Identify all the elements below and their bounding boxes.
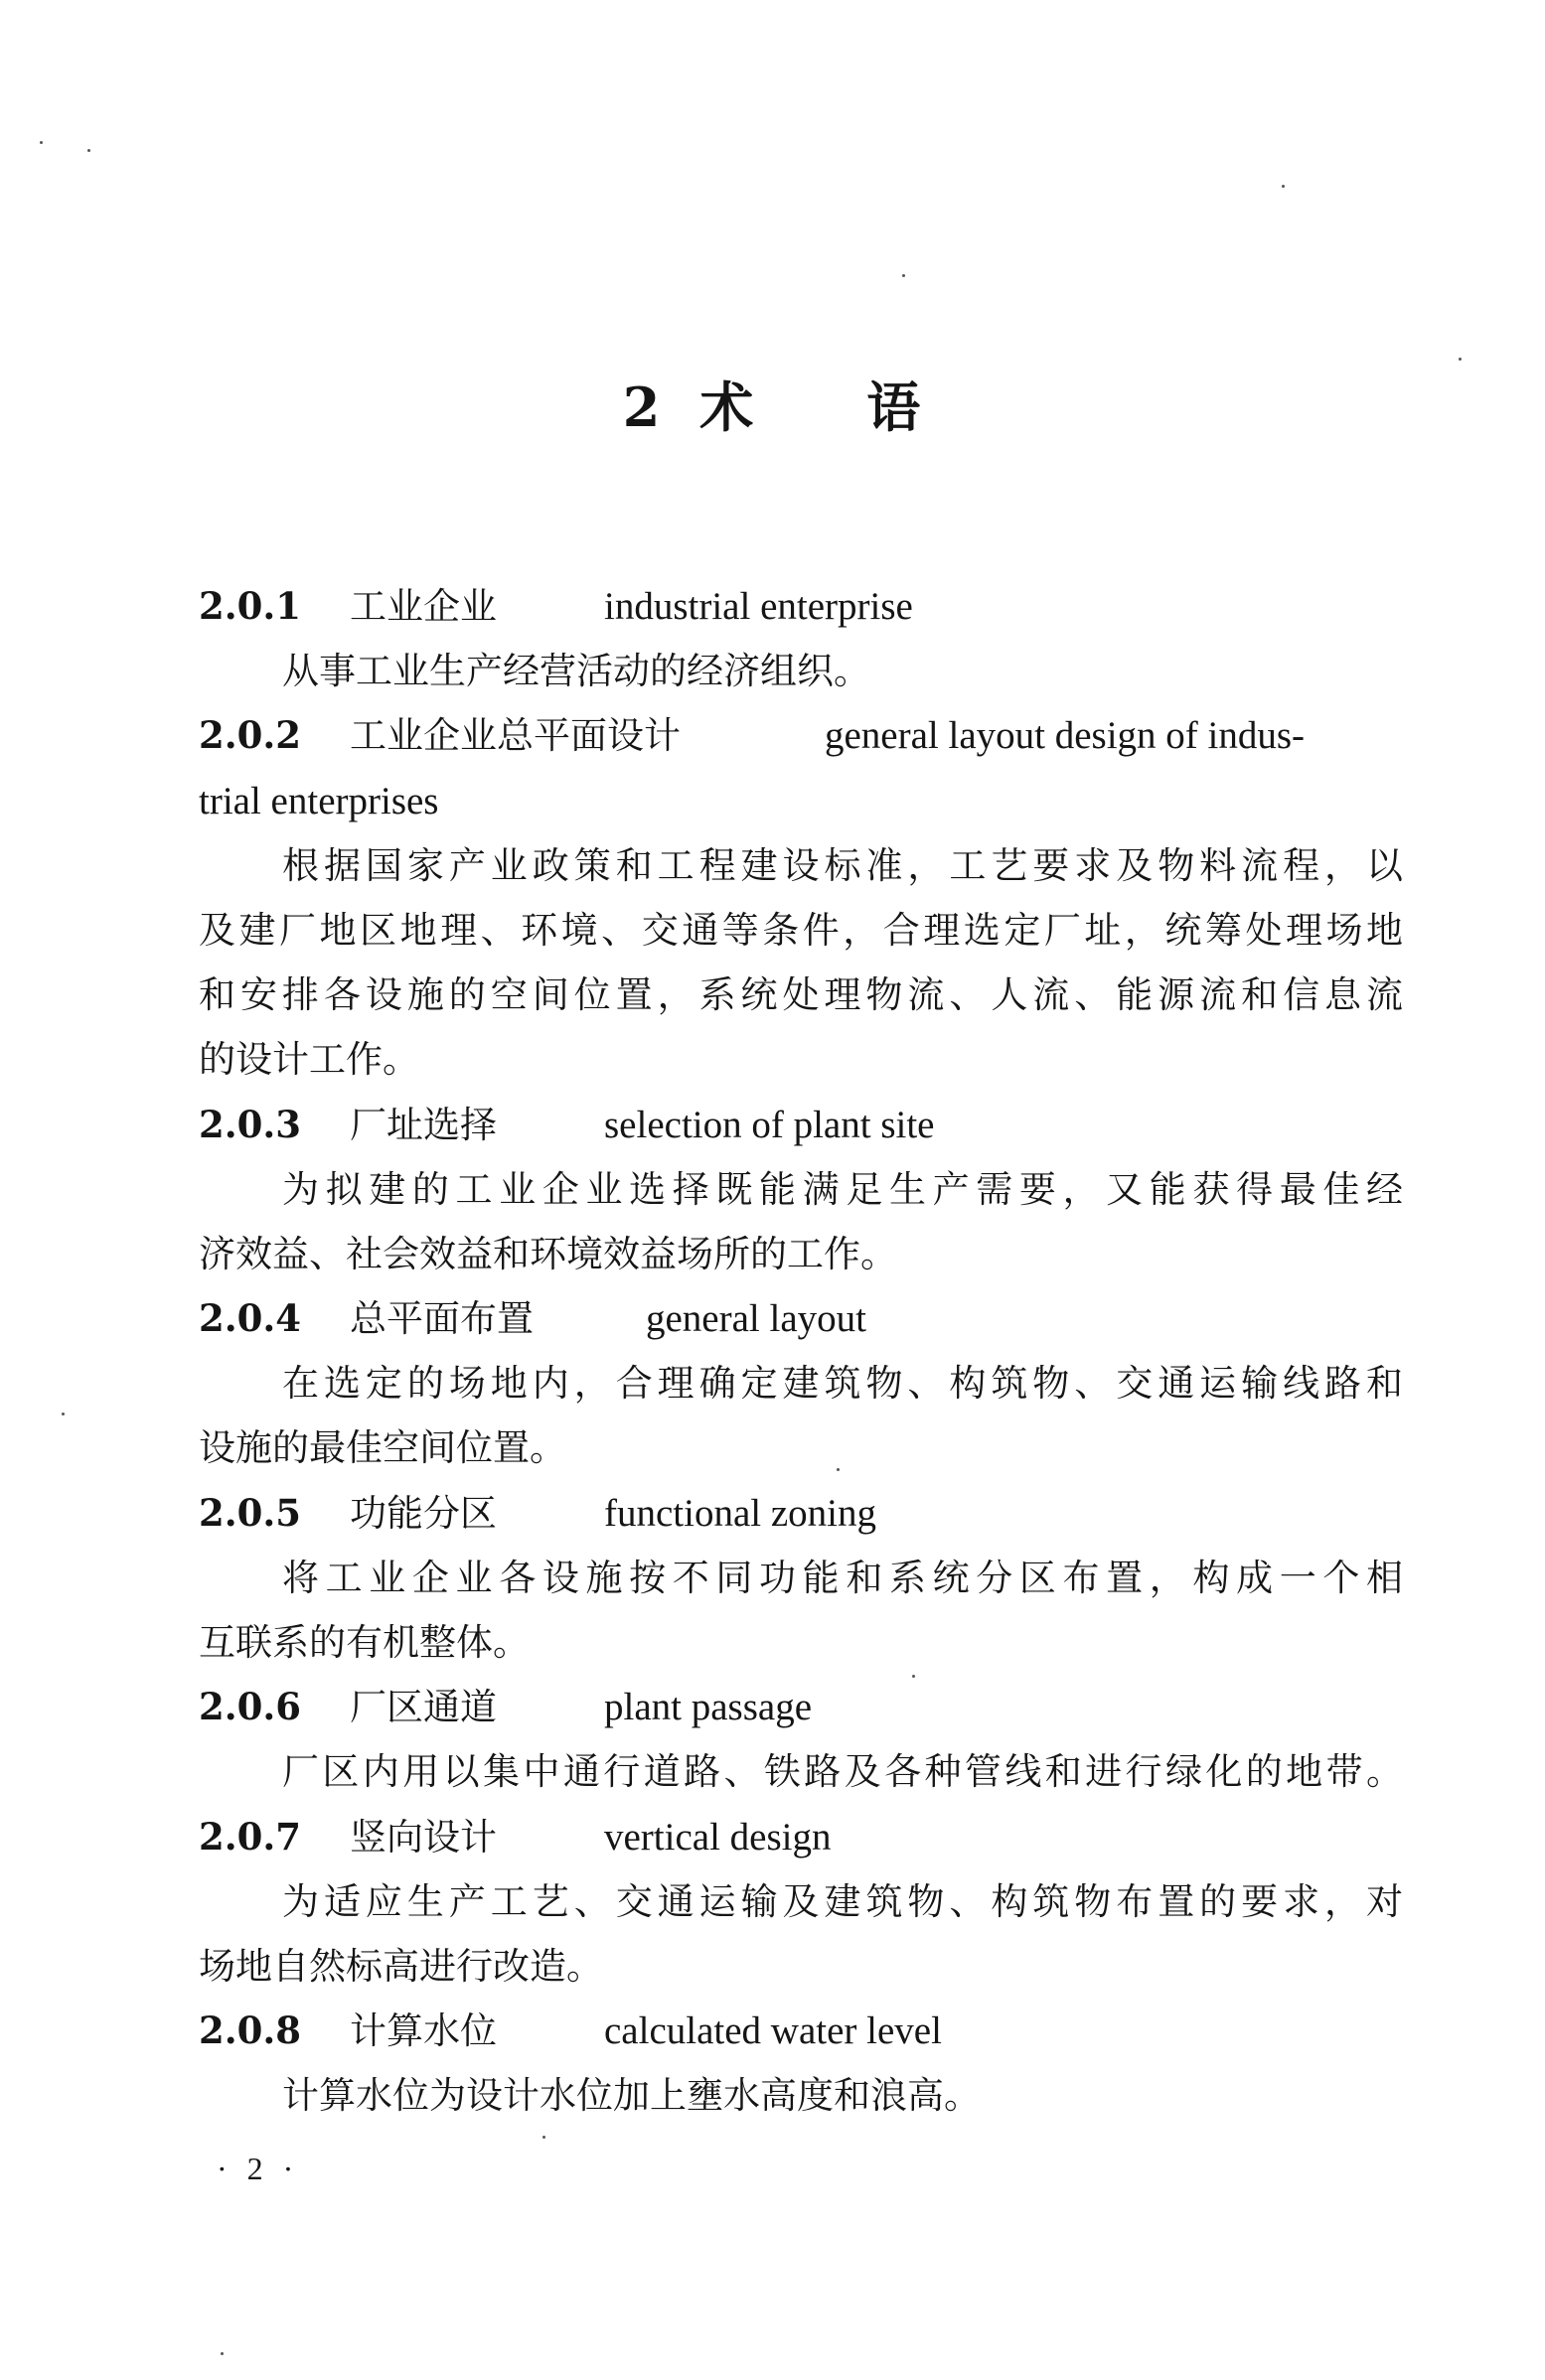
term-zh: 工业企业总平面设计 xyxy=(350,714,681,758)
term-zh: 计算水位 xyxy=(350,2009,497,2053)
scan-speck xyxy=(542,2136,545,2139)
scan-speck xyxy=(1282,185,1285,188)
scan-speck xyxy=(912,1675,915,1678)
term-en-continuation: trial enterprises xyxy=(199,779,439,822)
term-definition-line: 济效益、社会效益和环境效益场所的工作。 xyxy=(199,1232,897,1275)
scan-speck xyxy=(62,1413,65,1415)
term-en: plant passage xyxy=(604,1686,813,1729)
term-definition-line: 及建厂地区地理、环境、交通等条件，合理选定厂址，统筹处理场地 xyxy=(199,908,1403,952)
term-definition-line: 为适应生产工艺、交通运输及建筑物、构筑物布置的要求，对 xyxy=(282,1879,1403,1923)
term-definition-line: 场地自然标高进行改造。 xyxy=(199,1944,603,1988)
term-number: 2.0.4 xyxy=(199,1296,301,1341)
term-zh: 总平面布置 xyxy=(350,1297,534,1341)
term-number: 2.0.3 xyxy=(199,1102,301,1146)
term-en: industrial enterprise xyxy=(604,585,913,628)
term-number: 2.0.7 xyxy=(199,1814,301,1859)
term-heading xyxy=(199,703,1403,768)
chapter-title-part2: 语 xyxy=(866,375,923,439)
term-definition-line: 为拟建的工业企业选择既能满足生产需要，又能获得最佳经 xyxy=(282,1167,1403,1211)
chapter-number: 2 xyxy=(622,375,663,439)
scan-speck xyxy=(87,149,90,152)
scan-speck xyxy=(40,141,43,144)
term-definition-line: 将工业企业各设施按不同功能和系统分区布置，构成一个相 xyxy=(282,1556,1403,1599)
scan-speck xyxy=(837,1468,840,1471)
term-zh: 功能分区 xyxy=(350,1491,497,1535)
term-definition-line: 根据国家产业政策和工程建设标准，工艺要求及物料流程，以 xyxy=(282,843,1403,887)
term-number: 2.0.6 xyxy=(199,1685,301,1729)
chapter-title-part1: 术 xyxy=(699,375,756,439)
term-definition-line: 厂区内用以集中通行道路、铁路及各种管线和进行绿化的地带。 xyxy=(282,1750,1403,1794)
term-definition-line: 计算水位为设计水位加上壅水高度和浪高。 xyxy=(282,2074,981,2118)
term-zh: 厂区通道 xyxy=(350,1686,497,1729)
term-heading xyxy=(199,1093,1403,1157)
term-en: calculated water level xyxy=(604,2009,942,2053)
scan-speck xyxy=(221,2352,224,2355)
term-heading xyxy=(199,1286,1403,1351)
page-number: · 2 · xyxy=(217,2151,300,2186)
term-definition-line: 的设计工作。 xyxy=(199,1038,419,1082)
term-en: general layout xyxy=(646,1297,866,1341)
term-heading xyxy=(199,574,1403,639)
term-en: general layout design of indus- xyxy=(825,714,1306,758)
term-heading xyxy=(199,1805,1403,1869)
term-en: functional zoning xyxy=(604,1491,877,1535)
term-definition-line: 设施的最佳空间位置。 xyxy=(199,1426,566,1470)
terms-list xyxy=(199,574,1403,2129)
term-number: 2.0.5 xyxy=(199,1490,301,1535)
term-definition-line: 从事工业生产经营活动的经济组织。 xyxy=(282,650,870,693)
term-number: 2.0.2 xyxy=(199,713,301,758)
term-definition-line: 和安排各设施的空间位置，系统处理物流、人流、能源流和信息流 xyxy=(199,973,1403,1017)
term-zh: 竖向设计 xyxy=(350,1815,497,1859)
term-number: 2.0.1 xyxy=(199,584,301,628)
term-zh: 厂址选择 xyxy=(350,1103,497,1146)
scan-speck xyxy=(902,274,905,277)
term-en: vertical design xyxy=(604,1815,832,1859)
term-definition-line: 互联系的有机整体。 xyxy=(199,1621,530,1664)
term-heading xyxy=(199,1999,1403,2063)
term-definition-line: 在选定的场地内，合理确定建筑物、构筑物、交通运输线路和 xyxy=(282,1362,1403,1406)
chapter-title xyxy=(0,366,1545,442)
term-en: selection of plant site xyxy=(604,1103,935,1146)
term-number: 2.0.8 xyxy=(199,2008,301,2053)
term-heading xyxy=(199,1675,1403,1739)
scan-speck xyxy=(1459,358,1462,361)
term-zh: 工业企业 xyxy=(350,585,497,628)
term-heading xyxy=(199,1481,1403,1546)
